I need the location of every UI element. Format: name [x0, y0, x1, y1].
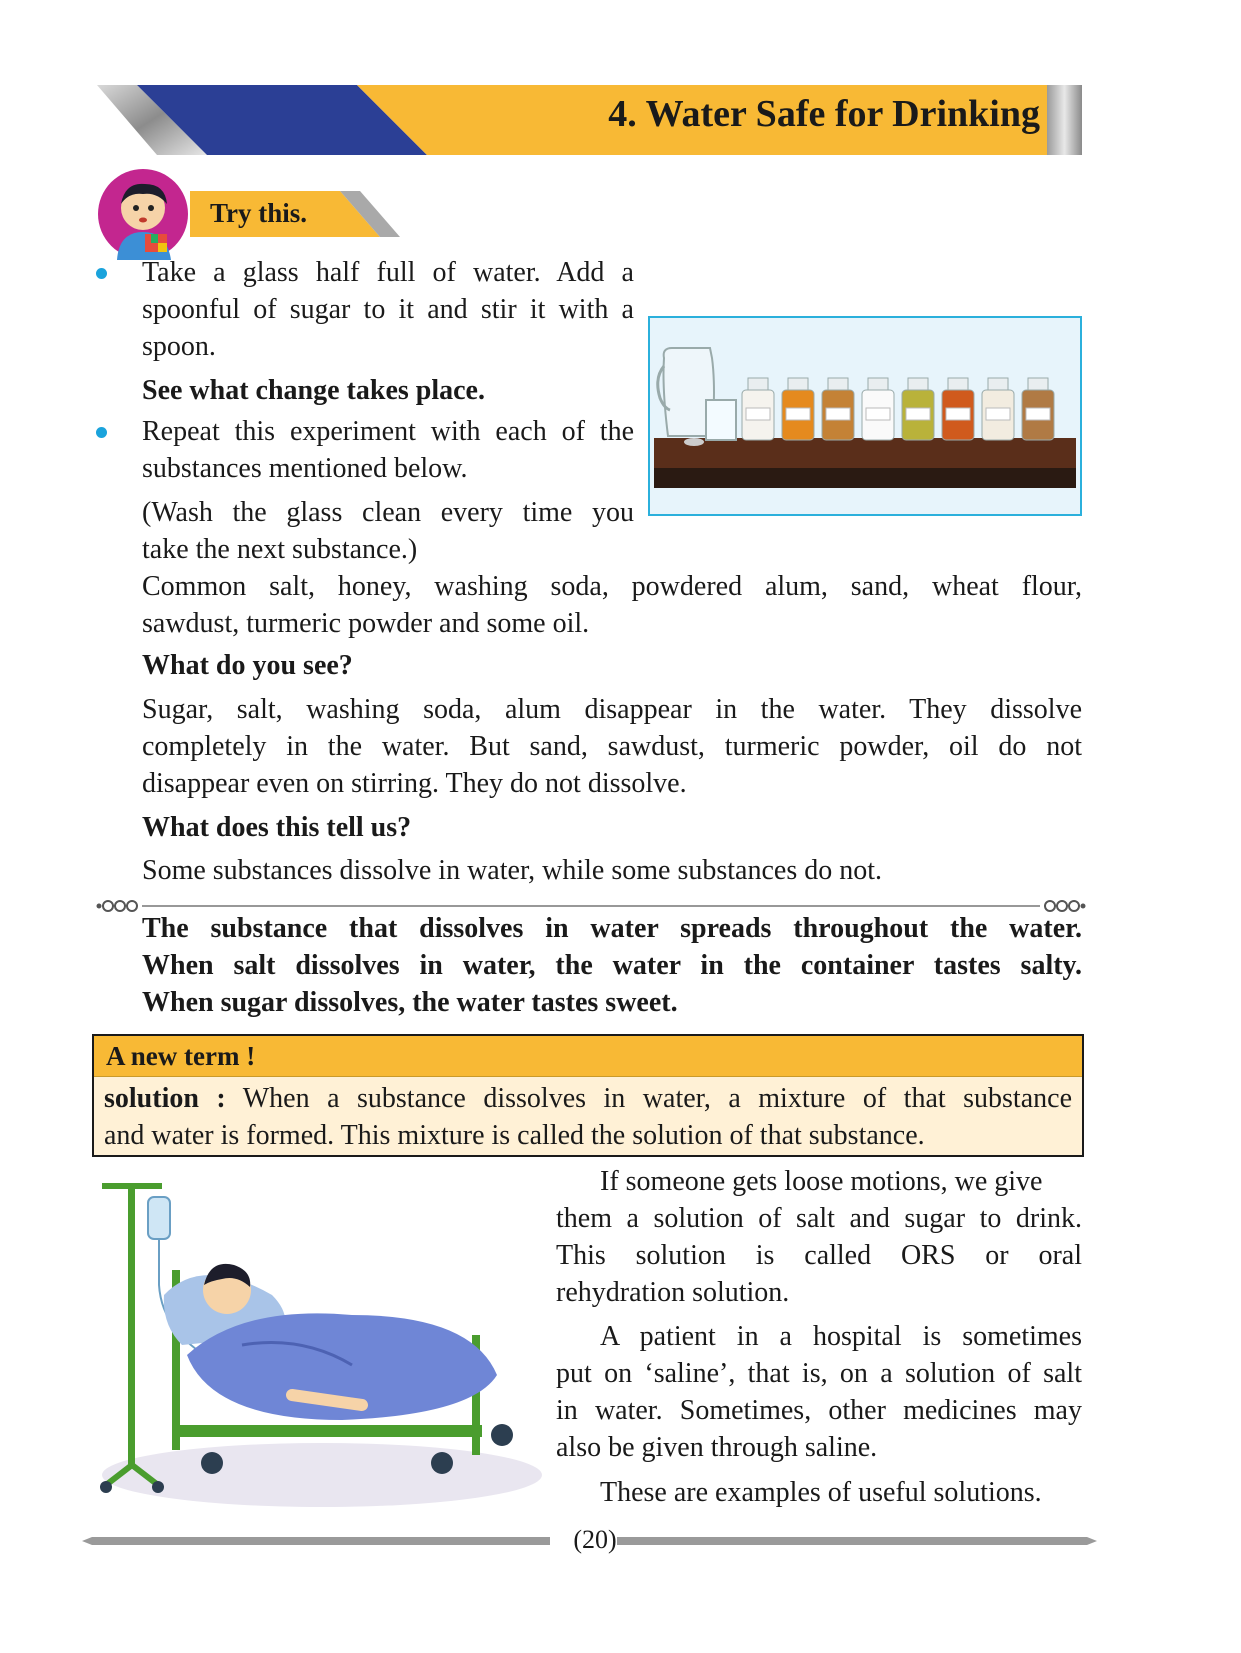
- key-point-line-2: When salt dissolves in water, the water in the container tastes salty.: [142, 950, 1082, 981]
- bullet-dot: [96, 427, 107, 438]
- try-this-step-1-line-2: spoonful of sugar to it and stir it with a: [142, 294, 634, 325]
- key-point-line-1: The substance that dissolves in water spreads throughout the water.: [142, 913, 1082, 944]
- patient-saline-illustration: [92, 1175, 542, 1510]
- jars-illustration: [648, 316, 1082, 516]
- term-word: solution :: [104, 1083, 226, 1114]
- examples-line: These are examples of useful solutions.: [600, 1477, 1042, 1508]
- what-tell-heading: What does this tell us?: [142, 812, 412, 843]
- new-term-heading: A new term !: [106, 1041, 256, 1071]
- saline-line-1: A patient in a hospital is sometimes: [600, 1321, 1082, 1352]
- substances-line-2: sawdust, turmeric powder and some oil.: [142, 608, 590, 639]
- what-tell-line: Some substances dissolve in water, while some substances do not.: [142, 855, 882, 886]
- bullet-dot: [96, 268, 107, 279]
- try-this-step-1-line-3: spoon.: [142, 331, 216, 362]
- ors-line-2: them a solution of salt and sugar to drink.: [556, 1203, 1082, 1234]
- try-this-step-1-line-1: Take a glass half full of water. Add a: [142, 257, 634, 288]
- what-see-line-1: Sugar, salt, washing soda, alum disappear in the water. They dissolve: [142, 694, 1082, 725]
- chapter-title: 4. Water Safe for Drinking: [608, 93, 1040, 135]
- new-term-box: [92, 1034, 1084, 1157]
- saline-line-3: in water. Sometimes, other medicines may: [556, 1395, 1082, 1426]
- new-term-line-2: and water is formed. This mixture is called the solution of that substance.: [104, 1120, 925, 1151]
- kid-illustration: [95, 168, 195, 260]
- page-number: (20): [573, 1525, 617, 1554]
- wash-note-line-2: take the next substance.): [142, 534, 418, 565]
- ors-line-3: This solution is called ORS or oral: [556, 1240, 1082, 1271]
- what-see-heading: What do you see?: [142, 650, 353, 681]
- see-change-heading: See what change takes place.: [142, 375, 485, 406]
- ors-line-1: If someone gets loose motions, we give: [600, 1166, 1043, 1197]
- saline-line-4: also be given through saline.: [556, 1432, 878, 1463]
- saline-line-2: put on ‘saline’, that is, on a solution of salt: [556, 1358, 1082, 1389]
- try-this-step-2-line-2: substances mentioned below.: [142, 453, 468, 484]
- new-term-line-1: [104, 1080, 1072, 1117]
- term-definition-start: When a substance dissolves in water, a mixture of that substance: [225, 1083, 1072, 1114]
- what-see-line-3: disappear even on stirring. They do not dissolve.: [142, 768, 687, 799]
- try-this-step-2-line-1: Repeat this experiment with each of the: [142, 416, 634, 447]
- wash-note-line-1: (Wash the glass clean every time you: [142, 497, 634, 528]
- substances-line-1: Common salt, honey, washing soda, powdered alum, sand, wheat flour,: [142, 571, 1082, 602]
- try-this-label: Try this.: [210, 198, 308, 228]
- ors-line-4: rehydration solution.: [556, 1277, 790, 1308]
- what-see-line-2: completely in the water. But sand, sawdust, turmeric powder, oil do not: [142, 731, 1082, 762]
- key-point-line-3: When sugar dissolves, the water tastes sweet.: [142, 987, 678, 1018]
